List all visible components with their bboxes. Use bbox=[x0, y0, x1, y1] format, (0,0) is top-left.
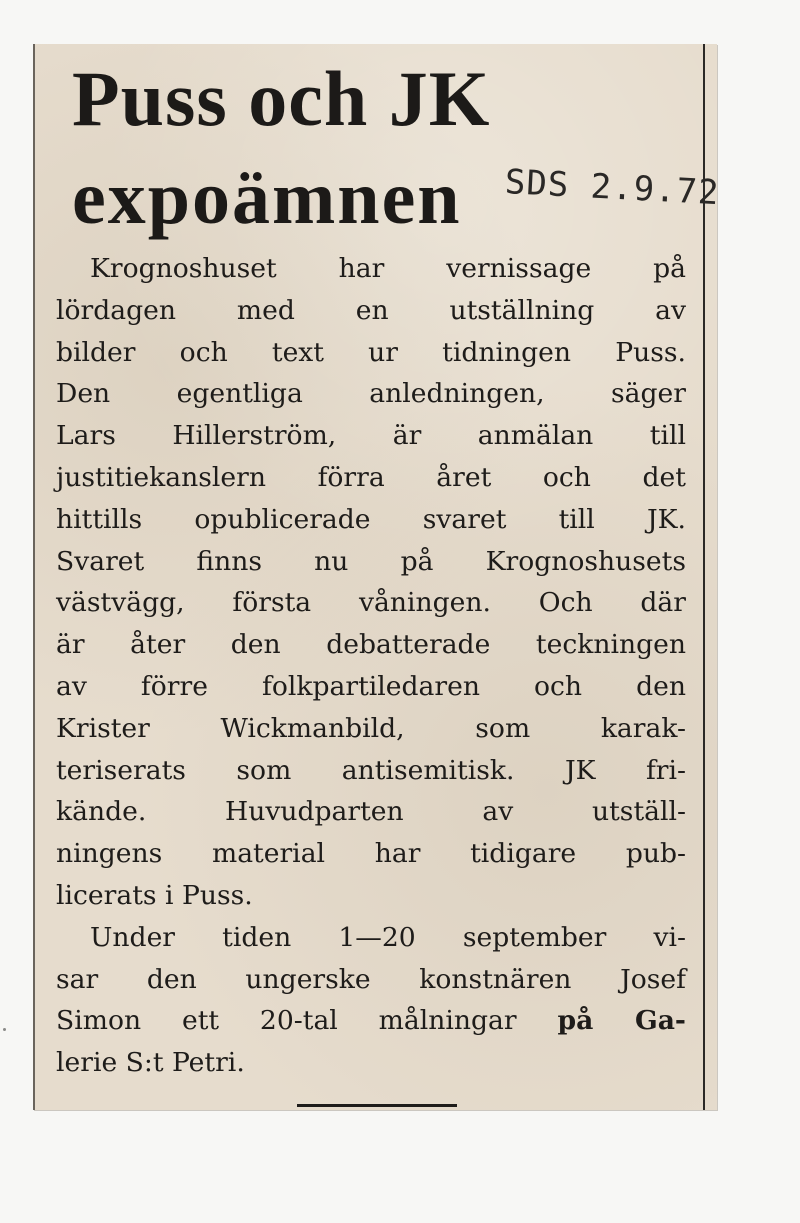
text-segment: Simon ett 20-tal målningar bbox=[56, 1005, 517, 1037]
text-line: Krognoshuset har vernissage på bbox=[90, 253, 686, 284]
text-line: sar den ungerske konstnären Josef bbox=[56, 963, 686, 995]
text-line: västvägg, första våningen. Och där bbox=[56, 587, 686, 619]
text-line: lördagen med en utställning av bbox=[56, 294, 686, 326]
text-line: lerie S:t Petri. bbox=[56, 1047, 245, 1079]
text-line: Under tiden 1—20 september vi- bbox=[90, 921, 686, 953]
text-line: ningens material har tidigare pub- bbox=[56, 838, 686, 870]
text-line: av förre folkpartiledaren och den bbox=[56, 670, 686, 702]
paragraph-1 bbox=[56, 248, 686, 917]
text-line: kände. Huvudparten av utställ- bbox=[56, 796, 686, 828]
text-line: hittills opublicerade svaret till JK. bbox=[56, 503, 686, 535]
text-line: bilder och text ur tidningen Puss. bbox=[56, 336, 686, 368]
headline-line-1: Puss och JK bbox=[72, 55, 491, 142]
text-line: Den egentliga anledningen, säger bbox=[56, 378, 686, 410]
text-line: Svaret finns nu på Krognoshusets bbox=[56, 545, 686, 577]
handwritten-source-note: SDS 2.9.72 bbox=[503, 162, 721, 214]
text-line-with-bold bbox=[56, 1000, 686, 1042]
end-rule bbox=[297, 1104, 457, 1107]
text-line: Lars Hillerström, är anmälan till bbox=[56, 420, 686, 452]
bold-text-segment: på Ga- bbox=[557, 1005, 686, 1037]
text-line: justitiekanslern förra året och det bbox=[56, 461, 686, 493]
paragraph-2 bbox=[56, 917, 686, 1084]
text-line: är åter den debatterade teckningen bbox=[56, 629, 686, 661]
text-line: teriserats som antisemitisk. JK fri- bbox=[56, 754, 686, 786]
headline-line-2: expoämnen bbox=[72, 156, 462, 240]
article-body bbox=[56, 248, 686, 1084]
text-line: Krister Wickmanbild, som karak- bbox=[56, 712, 686, 744]
dust-speck bbox=[3, 1028, 6, 1031]
text-line: licerats i Puss. bbox=[56, 879, 253, 911]
